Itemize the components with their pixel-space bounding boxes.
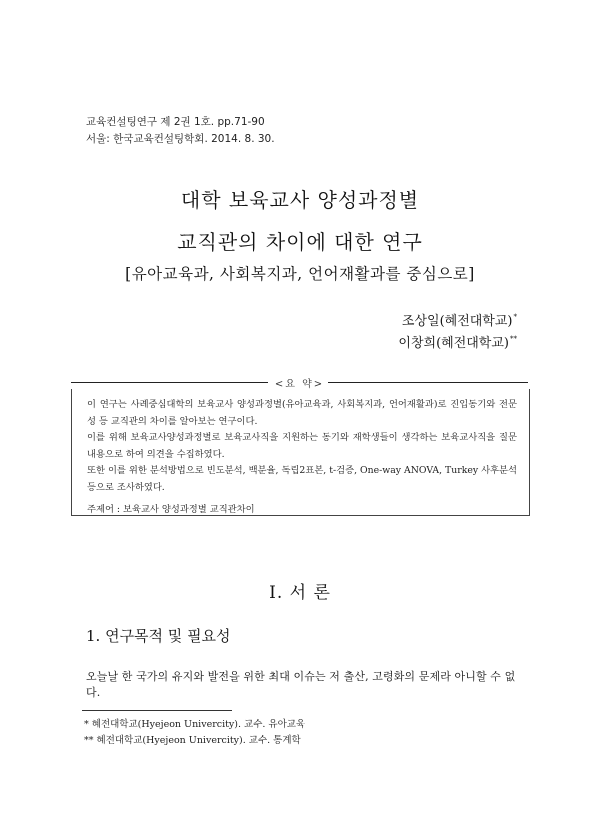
abstract-header — [71, 377, 528, 390]
journal-info — [86, 114, 275, 148]
footnote-2: ** 혜전대학교(Hyejeon Univercity). 교수. 통계학 — [84, 735, 301, 746]
author-1-mark: * — [513, 313, 517, 321]
abstract-heading: <요 약> — [274, 379, 325, 390]
abstract-paragraph: 또한 이를 위한 분석방법으로 빈도분석, 백분율, 독립2표본, t-검증, One-way ANOVA, Turkey 사후분석 등으로 조사하였다. — [87, 465, 517, 493]
journal-citation: 교육컨설팅연구 제 2권 1호. pp.71-90 — [86, 116, 265, 128]
author-1 — [402, 310, 517, 329]
body-paragraph: 오늘날 한 국가의 유지와 발전을 위한 최대 이슈는 저 출산, 고령화의 문제라 아니할 수 없다. — [86, 670, 516, 699]
paper-title-line-1: 대학 보육교사 양성과정별 — [180, 188, 420, 212]
journal-publisher: 서울: 한국교육컨설팅학회. 2014. 8. 30. — [86, 133, 275, 145]
author-2-name: 이창희(혜전대학교) — [398, 336, 509, 351]
paper-subtitle: [유아교육과, 사회복지과, 언어재활과를 중심으로] — [125, 265, 475, 283]
author-1-name: 조상일(혜전대학교) — [401, 314, 513, 329]
section-heading: I. 서 론 — [269, 583, 331, 603]
author-2-mark: ** — [510, 335, 517, 343]
paper-title-line-2: 교직관의 차이에 대한 연구 — [177, 230, 423, 254]
author-2 — [398, 332, 517, 351]
keywords: 주제어 : 보육교사 양성과정별 교직관차이 — [87, 504, 255, 515]
abstract-body — [87, 397, 517, 496]
abstract-paragraph: 이 연구는 사례중심대학의 보육교사 양성과정별(유아교육과, 사회복지과, 언어재활과)로 진입동기와 전문성 등 교직관의 차이를 알아보는 연구이다. — [87, 399, 517, 427]
footnote-1: * 혜전대학교(Hyejeon Univercity). 교수. 유아교육 — [84, 719, 306, 730]
abstract-paragraph: 이를 위해 보육교사양성과정별로 보육교사직을 지원하는 동기와 재학생들이 생각하는 보육교사직을 질문내용으로 하여 의견을 수집하였다. — [87, 432, 517, 460]
subsection-heading: 1. 연구목적 및 필요성 — [86, 627, 231, 645]
footnote-rule — [82, 710, 232, 711]
